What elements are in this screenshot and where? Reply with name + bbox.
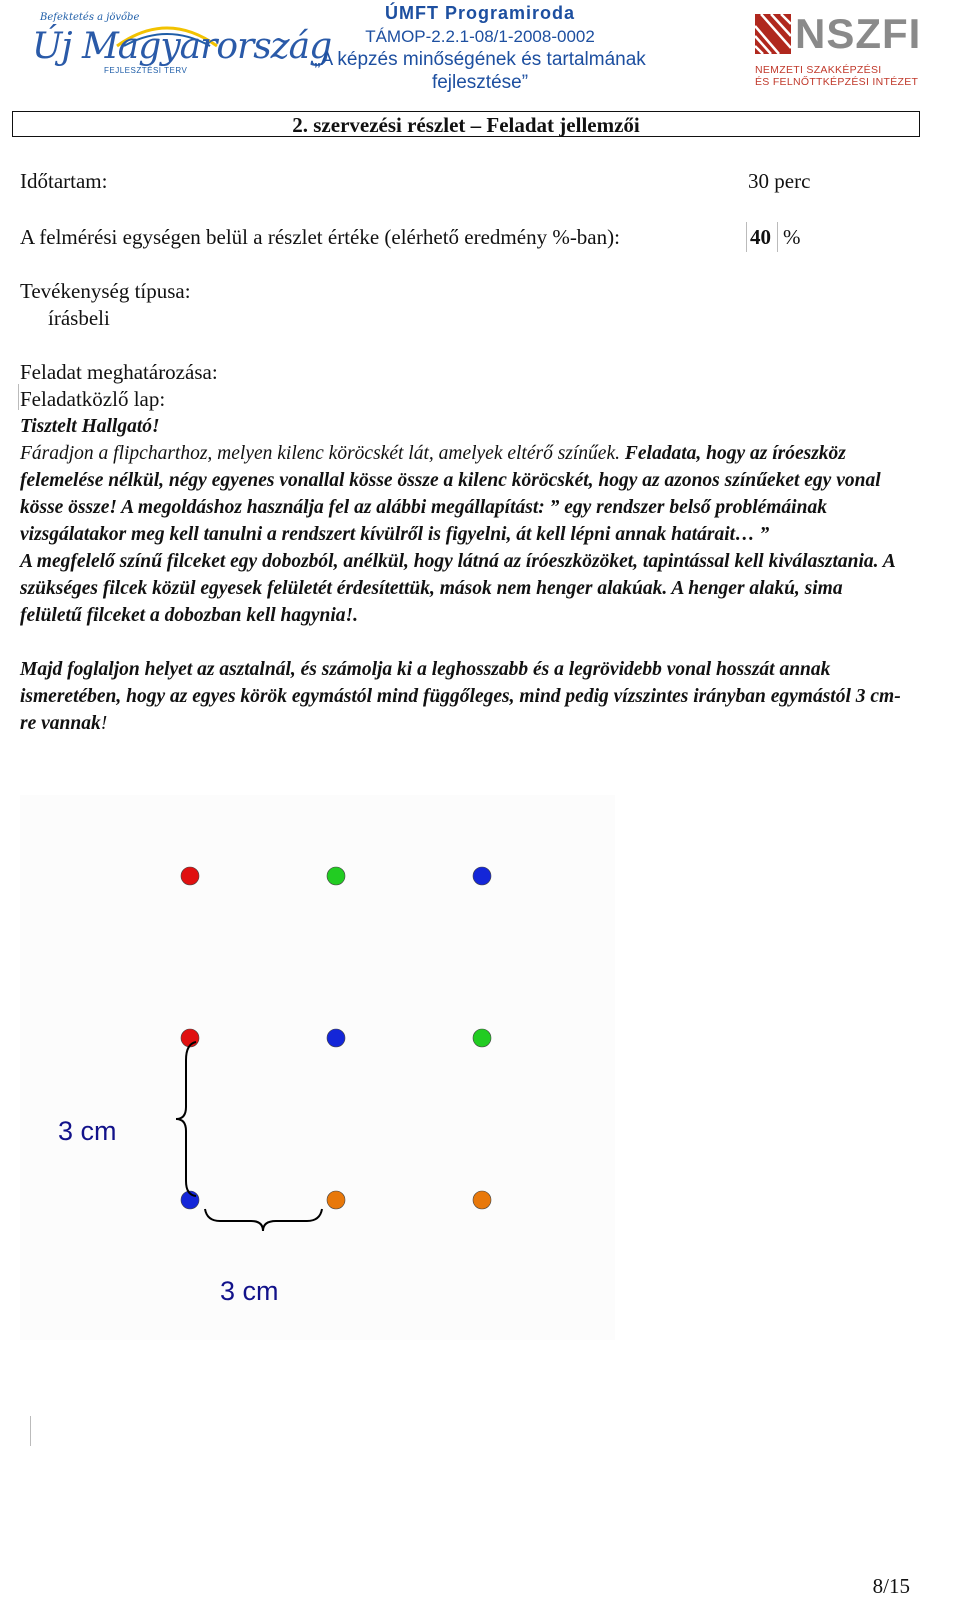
program-code: TÁMOP-2.2.1-08/1-2008-0002	[365, 27, 595, 46]
weight-value-field[interactable]: 40	[750, 225, 771, 249]
intro-paragraph	[20, 440, 905, 548]
dot-green	[327, 867, 345, 885]
activity-label: Tevékenység típusa:	[20, 279, 191, 303]
duration-value: 30 perc	[748, 169, 811, 193]
task-text	[20, 413, 905, 737]
intro-part1: Fáradjon a flipcharthoz, melyen kilenc köröcskét lát, amelyek eltérő színűek.	[20, 443, 625, 464]
dots-group	[181, 867, 491, 1209]
text-cursor-marker-footer	[30, 1416, 31, 1446]
logo-brand: Új Magyarország	[32, 26, 332, 67]
institute-line2: ÉS FELNŐTTKÉPZÉSI INTÉZET	[755, 76, 919, 88]
program-office: ÚMFT Programiroda	[384, 3, 575, 23]
project-title-line1: „A képzés minőségének és tartalmának	[314, 49, 646, 70]
horizontal-distance-label: 3 cm	[220, 1276, 279, 1306]
horizontal-brace-icon	[205, 1209, 322, 1231]
vertical-distance-label: 3 cm	[58, 1116, 117, 1146]
task-label: Feladat meghatározása:	[20, 360, 218, 384]
logo-subtitle: FEJLESZTÉSI TERV	[104, 66, 188, 75]
field-border-right	[777, 222, 778, 252]
final-end: !	[100, 713, 108, 734]
nszfi-name: NSZFI	[795, 10, 922, 57]
institute-line1: NEMZETI SZAKKÉPZÉSI	[755, 64, 882, 76]
dot-blue	[327, 1029, 345, 1047]
section-title: 2. szervezési részlet – Feladat jellemzői	[12, 111, 920, 137]
page-header	[0, 0, 960, 110]
dot-orange	[473, 1191, 491, 1209]
nszfi-logo	[755, 10, 945, 88]
weight-unit: %	[783, 225, 801, 249]
final-paragraph	[20, 656, 905, 737]
text-cursor-marker	[18, 384, 19, 410]
vertical-brace-icon	[176, 1042, 196, 1196]
nszfi-mark-icon	[755, 14, 791, 54]
dots-grid-svg	[20, 795, 615, 1340]
dot-orange	[327, 1191, 345, 1209]
activity-value: írásbeli	[48, 306, 110, 330]
duration-label: Időtartam:	[20, 169, 108, 193]
intro-part2: Feladata, hogy az íróeszköz felemelése nélkül, négy egyenes vonallal kösse össze a kilenc köröcskét, hogy az azonos színűeket egy vonal kösse össze! A megoldáshoz használja fel az alábbi megállapítást: ” egy rendszer belső problémáinak vizsgálatakor meg kell tanulni a rendszert kívülről is figyelni, át kell lépni annak határait… ”	[20, 443, 881, 545]
markers-paragraph: A megfelelő színű filceket egy dobozból, anélkül, hogy látná az íróeszközöket, tapintással kell kiválasztania. A szükséges filcek közül egyesek felületét érdesítettük, mások nem henger alakúak. A henger alakú, sima felületű filceket a dobozban kell hagynia!.	[20, 551, 895, 626]
dot-green	[473, 1029, 491, 1047]
dot-red	[181, 867, 199, 885]
field-border-left	[746, 222, 747, 252]
project-title-line2: fejlesztése”	[431, 72, 529, 93]
dot-blue	[473, 867, 491, 885]
uj-magyarorszag-logo	[22, 8, 332, 88]
greeting: Tisztelt Hallgató!	[20, 416, 160, 437]
page-number: 8/15	[872, 1574, 910, 1598]
task-sheet-label: Feladatközlő lap:	[20, 387, 166, 411]
weight-label: A felmérési egységen belül a részlet értéke (elérhető eredmény %-ban):	[20, 225, 620, 249]
program-heading	[280, 2, 680, 94]
dots-figure	[20, 795, 615, 1340]
final-main: Majd foglaljon helyet az asztalnál, és számolja ki a leghosszabb és a legrövidebb vonal hosszát annak ismeretében, hogy az egyes körök egymástól mind függőleges, mind pedig vízszintes irányban egymástól 3 cm-re vannak	[20, 659, 901, 734]
logo-tagline: Befektetés a jövőbe	[40, 12, 140, 23]
